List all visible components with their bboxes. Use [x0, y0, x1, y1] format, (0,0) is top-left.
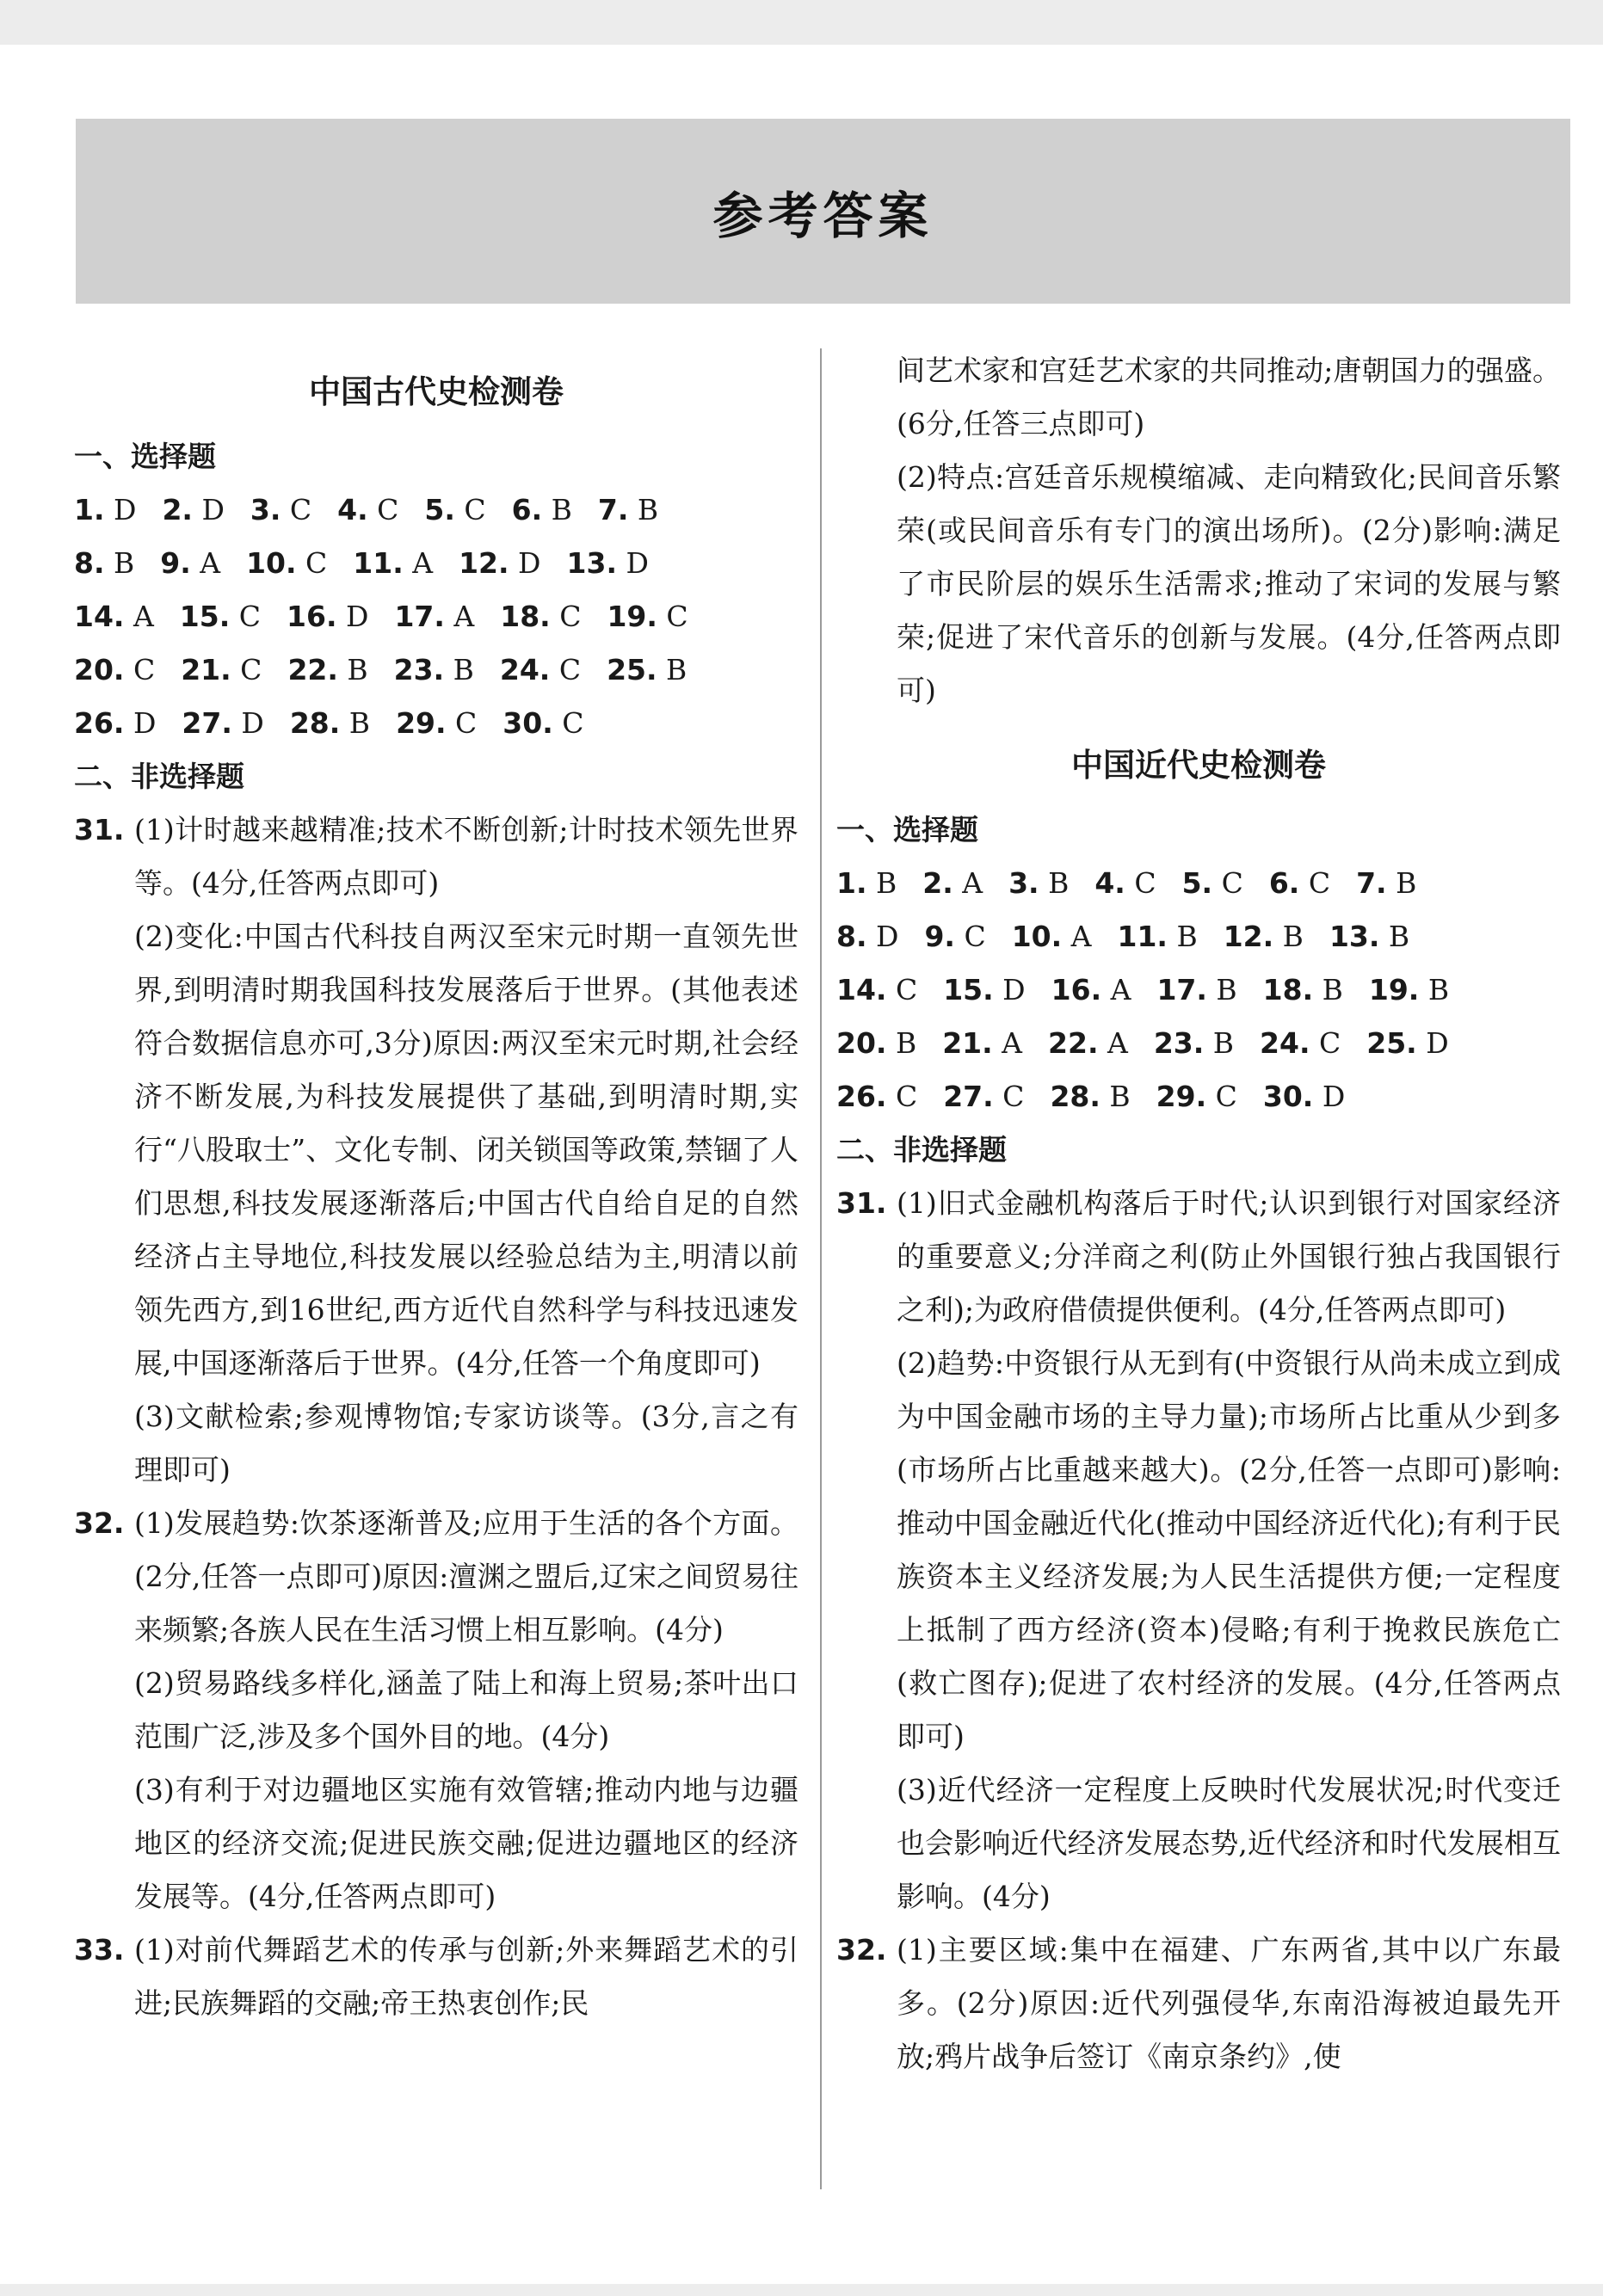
mc-row — [836, 1070, 1561, 1123]
mc-choice: B — [1419, 973, 1450, 1006]
mc-choice: B — [657, 653, 687, 686]
mc-answer — [924, 910, 985, 963]
nonmc-heading: 二、非选择题 — [74, 760, 244, 793]
mc-number: 22. — [287, 653, 338, 686]
mc-answers — [74, 483, 798, 750]
mc-choice: D — [336, 600, 369, 633]
mc-number: 11. — [1117, 920, 1168, 953]
mc-answer — [162, 483, 224, 537]
mc-choice: C — [1125, 866, 1156, 900]
mc-choice: A — [1062, 920, 1092, 953]
question-number: 31. — [74, 813, 125, 846]
mc-choice: B — [1273, 920, 1304, 953]
mc-number: 8. — [836, 920, 867, 953]
page-title: 参考答案 — [712, 186, 934, 245]
mc-number: 27. — [182, 706, 232, 740]
question-33 — [74, 1924, 798, 2030]
mc-answer — [500, 590, 581, 643]
mc-number: 26. — [836, 1080, 887, 1113]
mc-choice: C — [367, 493, 399, 526]
mc-row — [74, 643, 798, 697]
mc-number: 28. — [1050, 1080, 1101, 1113]
mc-answers — [836, 857, 1561, 1123]
mc-heading: 一、选择题 — [74, 440, 216, 473]
mc-answer — [74, 643, 155, 697]
mc-number: 3. — [250, 493, 281, 526]
mc-answer — [74, 483, 136, 537]
mc-number: 20. — [836, 1026, 887, 1060]
mc-answer — [287, 590, 368, 643]
mc-choice: B — [886, 1026, 917, 1060]
mc-choice: B — [866, 866, 897, 900]
mc-number: 16. — [287, 600, 337, 633]
mc-choice: C — [552, 706, 584, 740]
mc-answer — [1156, 1070, 1237, 1123]
mc-answer — [74, 590, 154, 643]
mc-choice: B — [1100, 1080, 1131, 1113]
mc-choice: B — [1206, 973, 1237, 1006]
mc-choice: B — [1313, 973, 1343, 1006]
answer-part-1: (1)对前代舞蹈艺术的传承与创新;外来舞蹈艺术的引进;民族舞蹈的交融;帝王热衷创作;民 — [134, 1933, 798, 2020]
mc-number: 18. — [500, 600, 551, 633]
mc-number: 17. — [1156, 973, 1207, 1006]
mc-number: 23. — [393, 653, 445, 686]
mc-answer — [1269, 857, 1330, 910]
mc-row — [836, 910, 1561, 963]
mc-choice: C — [550, 653, 582, 686]
section-title-modern: 中国近代史检测卷 — [1071, 747, 1326, 784]
mc-choice: A — [403, 546, 434, 580]
mc-choice: C — [124, 653, 156, 686]
top-strip — [0, 0, 1603, 45]
mc-choice: C — [657, 600, 688, 633]
mc-number: 12. — [459, 546, 509, 580]
mc-answer — [290, 697, 370, 750]
mc-row — [74, 590, 798, 643]
mc-choice: D — [509, 546, 541, 580]
section-title-ancient: 中国古代史检测卷 — [309, 373, 564, 410]
mc-answer — [943, 963, 1025, 1017]
mc-answer — [182, 697, 263, 750]
mc-choice: D — [866, 920, 899, 953]
mc-answer — [74, 537, 134, 590]
mc-choice: B — [1039, 866, 1070, 900]
mc-answer — [1012, 910, 1092, 963]
mc-answer — [1154, 1017, 1234, 1070]
mc-choice: D — [1416, 1026, 1449, 1060]
mc-choice: D — [192, 493, 225, 526]
mc-number: 24. — [499, 653, 551, 686]
mc-answer — [74, 697, 156, 750]
mc-number: 2. — [922, 866, 953, 900]
mc-number: 30. — [1262, 1080, 1314, 1113]
mc-heading: 一、选择题 — [836, 813, 978, 846]
mc-choice: B — [628, 493, 659, 526]
mc-choice: B — [1204, 1026, 1235, 1060]
mc-choice: C — [954, 920, 986, 953]
mc-number: 16. — [1051, 973, 1102, 1006]
mc-number: 9. — [924, 920, 955, 953]
mc-number: 13. — [1329, 920, 1380, 953]
answer-part-3: (3)文献检索;参观博物馆;专家访谈等。(3分,言之有理即可) — [134, 1400, 798, 1487]
mc-choice: B — [1386, 866, 1417, 900]
mc-choice: C — [1299, 866, 1331, 900]
mc-choice: C — [550, 600, 582, 633]
mc-answer — [250, 483, 311, 537]
answer-part-3: (3)近代经济一定程度上反映时代发展状况;时代变迁也会影响近代经济发展态势,近代经济和时代发展相互影响。(4分) — [897, 1773, 1561, 1913]
mc-number: 15. — [179, 600, 231, 633]
mc-answer — [396, 697, 477, 750]
mc-row — [836, 963, 1561, 1017]
answer-part-1: (1)发展趋势:饮茶逐渐普及;应用于生活的各个方面。(2分,任答一点即可)原因:澶渊之盟后,辽宋之间贸易往来频繁;各族人民在生活习惯上相互影响。(4分) — [134, 1506, 798, 1647]
mc-number: 3. — [1008, 866, 1039, 900]
mc-number: 4. — [337, 493, 368, 526]
mc-choice: D — [124, 706, 157, 740]
mc-choice: B — [340, 706, 371, 740]
mc-answer — [836, 1070, 917, 1123]
mc-choice: C — [1310, 1026, 1341, 1060]
mc-choice: D — [231, 706, 264, 740]
mc-answer — [287, 643, 367, 697]
mc-answer — [836, 910, 898, 963]
question-32 — [74, 1497, 798, 1924]
answer-part-3: (3)有利于对边疆地区实施有效管辖;推动内地与边疆地区的经济交流;促进民族交融;促进边疆地区的经济发展等。(4分,任答两点即可) — [134, 1773, 798, 1913]
mc-number: 10. — [246, 546, 297, 580]
mc-answer — [1008, 857, 1069, 910]
mc-choice: C — [993, 1080, 1025, 1113]
mc-row — [74, 697, 798, 750]
mc-answer — [246, 537, 327, 590]
mc-choice: A — [953, 866, 983, 900]
mc-choice: B — [337, 653, 368, 686]
mc-choice: C — [886, 1080, 918, 1113]
mc-number: 6. — [1268, 866, 1300, 900]
mc-number: 11. — [353, 546, 404, 580]
mc-answer — [394, 643, 474, 697]
mc-answer — [502, 697, 583, 750]
mc-row — [836, 1017, 1561, 1070]
column-divider — [820, 348, 822, 2189]
mc-choice: C — [454, 493, 486, 526]
mc-number: 18. — [1262, 973, 1314, 1006]
mc-number: 12. — [1223, 920, 1274, 953]
mc-choice: A — [190, 546, 221, 580]
mc-answer — [598, 483, 658, 537]
mc-number: 8. — [74, 546, 105, 580]
mc-number: 20. — [74, 653, 125, 686]
mc-number: 5. — [1181, 866, 1213, 900]
mc-answer — [836, 857, 897, 910]
mc-number: 2. — [162, 493, 193, 526]
mc-answer — [1050, 1070, 1130, 1123]
mc-answer — [943, 1070, 1024, 1123]
mc-choice: C — [231, 653, 262, 686]
mc-row — [74, 483, 798, 537]
mc-answer — [160, 537, 220, 590]
answer-part-2: (2)变化:中国古代科技自两汉至宋元时期一直领先世界,到明清时期我国科技发展落后于世界。(其他表述符合数据信息亦可,3分)原因:两汉至宋元时期,社会经济不断发展,为科技发展提供了基础,到明清时期,实行“八股取士”、文化专制、闭关锁国等政策,禁锢了人们思想,科技发展逐渐落后;中国古代自给自足的自然经济占主导地位,科技发展以经验总结为主,明清以前领先西方,到16世纪,西方近代自然科学与科技迅速发展,中国逐渐落后于世界。(4分,任答一个角度即可) — [134, 920, 798, 1380]
answer-part-2: (2)贸易路线多样化,涵盖了陆上和海上贸易;茶叶出口范围广泛,涉及多个国外目的地。(4分) — [134, 1666, 798, 1753]
mc-choice: B — [444, 653, 474, 686]
mc-answer — [836, 1017, 916, 1070]
mc-answer — [337, 483, 398, 537]
mc-number: 30. — [502, 706, 553, 740]
mc-number: 15. — [943, 973, 994, 1006]
mc-choice: B — [104, 546, 135, 580]
mc-number: 29. — [396, 706, 447, 740]
mc-choice: C — [296, 546, 328, 580]
mc-number: 4. — [1094, 866, 1125, 900]
question-number: 32. — [74, 1506, 125, 1540]
mc-answer — [1094, 857, 1156, 910]
mc-answer — [1051, 963, 1131, 1017]
mc-choice: C — [230, 600, 262, 633]
mc-number: 22. — [1048, 1026, 1099, 1060]
mc-choice: D — [993, 973, 1026, 1006]
mc-answer — [1156, 963, 1236, 1017]
mc-number: 7. — [597, 493, 629, 526]
mc-number: 19. — [607, 600, 657, 633]
answer-part-2: (2)趋势:中资银行从无到有(中资银行从尚未成立到成为中国金融市场的主导力量);市场所占比重从少到多(市场所占比重越来越大)。(2分,任答一点即可)影响:推动中国金融近代化(推动中国经济近代化);有利于民族资本主义经济发展;为人民生活提供方便;一定程度上抵制了西方经济(资本)侵略;有利于挽救民族危亡(救亡图存);促进了农村经济的发展。(4分,任答两点即可) — [897, 1346, 1561, 1753]
mc-answer — [1224, 910, 1304, 963]
mc-number: 5. — [424, 493, 455, 526]
mc-choice: D — [104, 493, 137, 526]
mc-number: 29. — [1156, 1080, 1207, 1113]
answer-part-2: (2)特点:宫廷音乐规模缩减、走向精致化;民间音乐繁荣(或民间音乐有专门的演出场所)。(2分)影响:满足了市民阶层的娱乐生活需求;推动了宋词的发展与繁荣;促进了宋代音乐的创新与发展。(4分,任答两点即可) — [897, 460, 1561, 707]
mc-row — [836, 857, 1561, 910]
mc-choice: A — [1101, 973, 1131, 1006]
mc-choice: C — [1212, 866, 1243, 900]
left-column — [74, 344, 798, 2030]
title-banner — [76, 119, 1570, 304]
mc-choice: D — [616, 546, 649, 580]
mc-number: 13. — [566, 546, 617, 580]
mc-answer — [459, 537, 540, 590]
mc-number: 25. — [607, 653, 657, 686]
right-column — [836, 344, 1561, 2084]
mc-answer — [567, 537, 649, 590]
mc-answer — [1366, 1017, 1448, 1070]
mc-row — [74, 537, 798, 590]
mc-answer — [1263, 963, 1343, 1017]
mc-choice: B — [542, 493, 572, 526]
mc-number: 25. — [1366, 1026, 1417, 1060]
mc-number: 24. — [1260, 1026, 1310, 1060]
mc-number: 14. — [74, 600, 125, 633]
mc-choice: C — [446, 706, 478, 740]
nonmc-heading: 二、非选择题 — [836, 1133, 1007, 1166]
mc-number: 14. — [836, 973, 887, 1006]
mc-answer — [353, 537, 433, 590]
mc-answer — [1369, 963, 1449, 1017]
mc-answer — [836, 963, 917, 1017]
mc-answer — [1260, 1017, 1341, 1070]
question-33-continued — [836, 344, 1561, 717]
mc-answer — [424, 483, 485, 537]
mc-choice: B — [1167, 920, 1198, 953]
mc-answer — [1329, 910, 1409, 963]
mc-choice: A — [124, 600, 154, 633]
mc-number: 26. — [74, 706, 125, 740]
question-number: 33. — [74, 1933, 125, 1967]
mc-answer — [180, 590, 261, 643]
mc-number: 21. — [942, 1026, 993, 1060]
mc-choice: B — [1379, 920, 1410, 953]
mc-choice: A — [444, 600, 475, 633]
mc-answer — [942, 1017, 1022, 1070]
question-31 — [836, 1177, 1561, 1924]
mc-answer — [607, 643, 687, 697]
mc-number: 9. — [160, 546, 191, 580]
mc-answer — [607, 590, 687, 643]
mc-answer — [394, 590, 474, 643]
answer-part-1: (1)旧式金融机构落后于时代;认识到银行对国家经济的重要意义;分洋商之利(防止外国银行独占我国银行之利);为政府借债提供便利。(4分,任答两点即可) — [897, 1186, 1561, 1327]
mc-answer — [1356, 857, 1416, 910]
mc-number: 1. — [74, 493, 105, 526]
footer-strip — [0, 2284, 1603, 2296]
answer-continued: 间艺术家和宫廷艺术家的共同推动;唐朝国力的强盛。(6分,任答三点即可) — [897, 354, 1561, 440]
mc-number: 27. — [943, 1080, 994, 1113]
mc-answer — [1048, 1017, 1128, 1070]
mc-number: 17. — [394, 600, 445, 633]
mc-answer — [181, 643, 262, 697]
mc-choice: C — [886, 973, 918, 1006]
question-number: 32. — [836, 1933, 887, 1967]
question-32 — [836, 1924, 1561, 2084]
mc-number: 6. — [511, 493, 543, 526]
mc-number: 10. — [1011, 920, 1063, 953]
question-number: 31. — [836, 1186, 887, 1220]
mc-number: 7. — [1356, 866, 1387, 900]
mc-answer — [500, 643, 581, 697]
mc-number: 19. — [1368, 973, 1420, 1006]
mc-number: 21. — [181, 653, 231, 686]
mc-choice: D — [1313, 1080, 1346, 1113]
mc-answer — [922, 857, 983, 910]
mc-choice: C — [281, 493, 312, 526]
mc-answer — [512, 483, 572, 537]
mc-answer — [1118, 910, 1198, 963]
question-31 — [74, 803, 798, 1497]
mc-number: 23. — [1153, 1026, 1205, 1060]
mc-number: 1. — [836, 866, 867, 900]
answer-part-1: (1)计时越来越精准;技术不断创新;计时技术领先世界等。(4分,任答两点即可) — [134, 813, 798, 900]
mc-choice: A — [992, 1026, 1023, 1060]
answer-part-1: (1)主要区域:集中在福建、广东两省,其中以广东最多。(2分)原因:近代列强侵华,东南沿海被迫最先开放;鸦片战争后签订《南京条约》,使 — [897, 1933, 1561, 2073]
mc-answer — [1182, 857, 1243, 910]
mc-choice: A — [1098, 1026, 1128, 1060]
mc-choice: C — [1206, 1080, 1237, 1113]
mc-answer — [1263, 1070, 1345, 1123]
mc-number: 28. — [289, 706, 341, 740]
